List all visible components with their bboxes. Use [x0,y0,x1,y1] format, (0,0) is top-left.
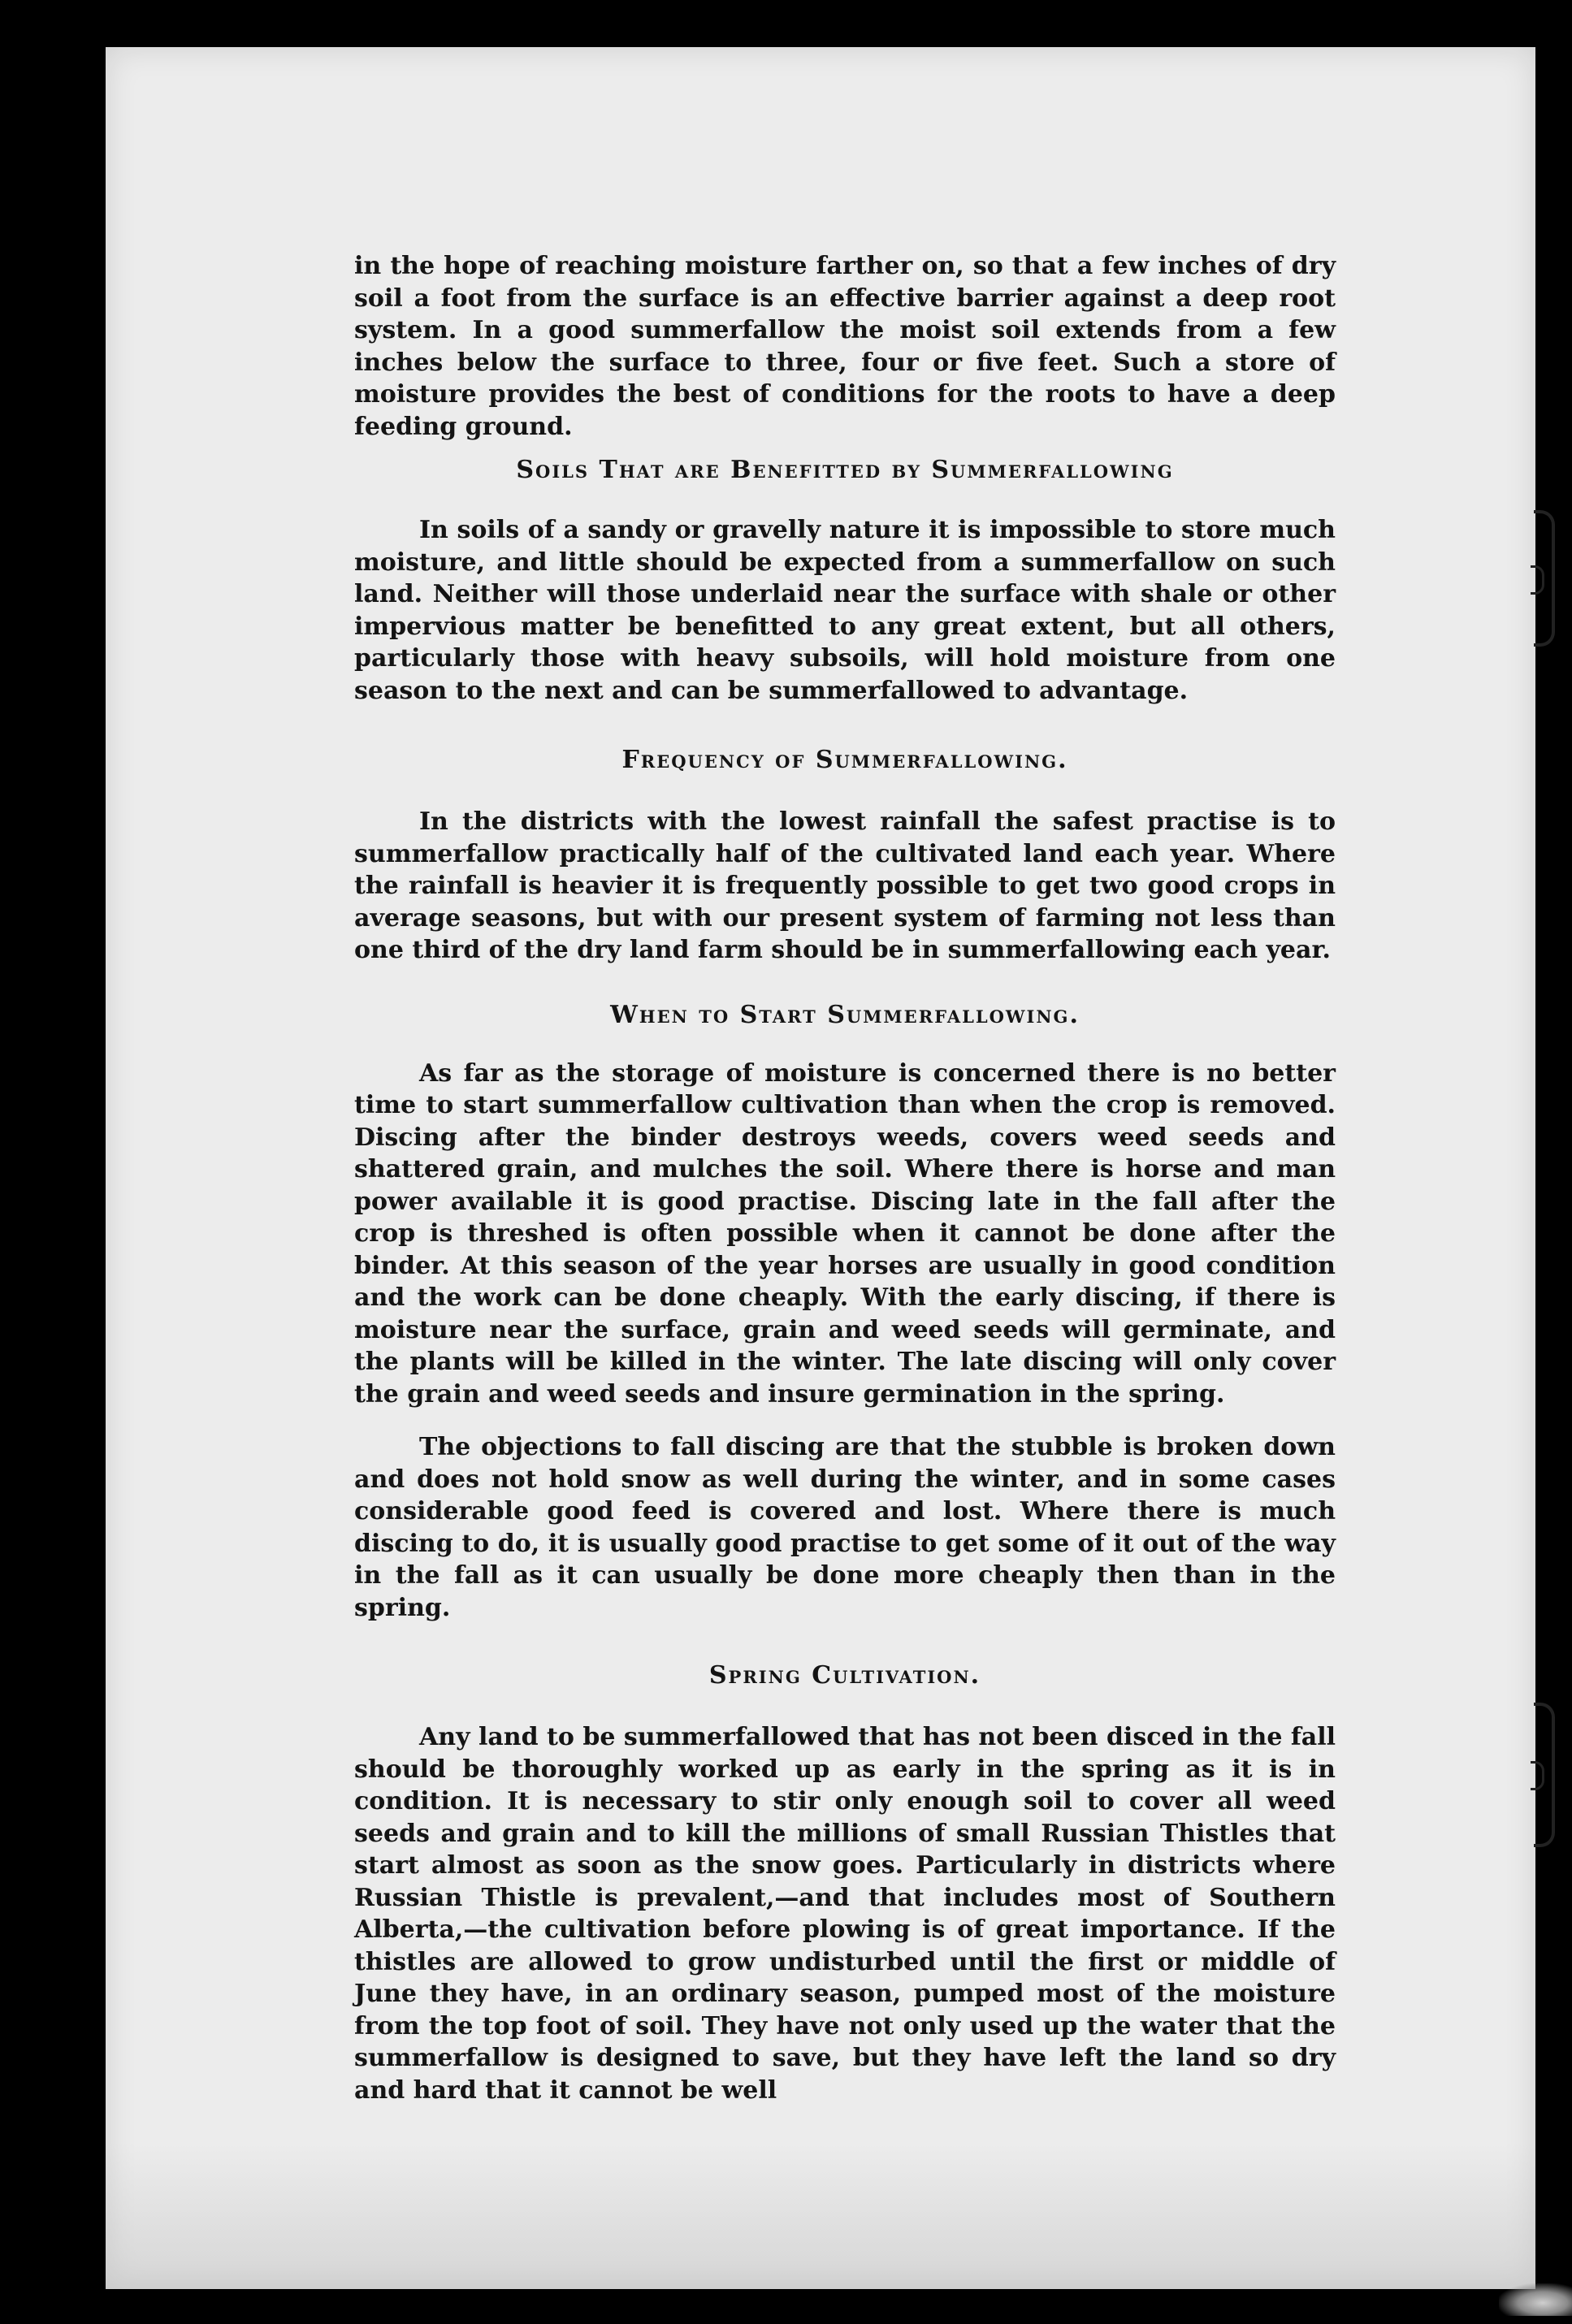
intro-paragraph: in the hope of reaching moisture farther on, so that a few inches of dry soil a foot from the surface is an effective barrier against a deep root system. In a good summerfallow the moist soil extends from a few inches below the surface to three, four or five feet. Such a store of moisture provides the best of conditions for the roots to have a deep feeding ground. [354,252,1336,441]
section-heading-when-to-start: When to Start Summerfallowing. [610,1000,1080,1029]
section-heading-frequency: Frequency of Summerfallowing. [621,746,1068,774]
scan-smudge [1499,2283,1572,2316]
binding-staple-bottom [1534,1703,1555,1847]
paragraph-soils: In soils of a sandy or gravelly nature it is impossible to store much moisture, and little should be expected from a summerfallow on such land. Neither will those underlaid near the surface with shale or other impervious matter be benefitted to any great extent, but all others, particularly those with heavy subsoils, will hold moisture from one season to the next and can be summerfallowed to advantage. [354,516,1336,705]
paragraph-spring-cultivation: Any land to be summerfallowed that has not been disced in the fall should be thoroughly worked up as early in the spring as it is in condition. It is necessary to stir only enough soil to cover all weed seeds and grain and to kill the millions of small Russian Thistles that start almost as soon as the snow goes. Particularly in districts where Russian Thistle is prevalent,—and that includes most of Southern Alberta,—the cultivation before plowing is of great importance. If the thistles are allowed to grow undisturbed until the first or middle of June they have, in an ordinary season, pumped most of the moisture from the top foot of soil. They have not only used up the water that the summerfallow is designed to save, but they have left the land so dry and hard that it cannot be well [354,1723,1336,2105]
section-heading-spring-cultivation: Spring Cultivation. [708,1661,981,1690]
binding-staple-top [1534,510,1555,647]
document-body [354,250,1336,2106]
paragraph-when-to-start-2: The objections to fall discing are that the stubble is broken down and does not hold snow as well during the winter, and in some cases considerable good feed is covered and lost. Where there is much discing to do, it is usually good practise to get some of it out of the way in the fall as it can usually be done more cheaply then than in the spring. [354,1433,1336,1622]
section-heading-soils: Soils That are Benefitted by Summerfallowing [516,456,1174,484]
paragraph-frequency: In the districts with the lowest rainfall the safest practise is to summerfallow practically half of the cultivated land each year. Where the rainfall is heavier it is frequently possible to get two good crops in average seasons, but with our present system of farming not less than one third of the dry land farm should be in summerfallowing each year. [354,807,1336,964]
paragraph-when-to-start-1: As far as the storage of moisture is concerned there is no better time to start summerfallow cultivation than when the crop is removed. Discing after the binder destroys weeds, covers weed seeds and shattered grain, and mulches the soil. Where there is horse and man power available it is good practise. Discing late in the fall after the crop is threshed is often possible when it cannot be done after the binder. At this season of the year horses are usually in good condition and the work can be done cheaply. With the early discing, if there is moisture near the surface, grain and weed seeds will germinate, and the plants will be killed in the winter. The late discing will only cover the grain and weed seeds and insure germination in the spring. [354,1058,1336,1409]
